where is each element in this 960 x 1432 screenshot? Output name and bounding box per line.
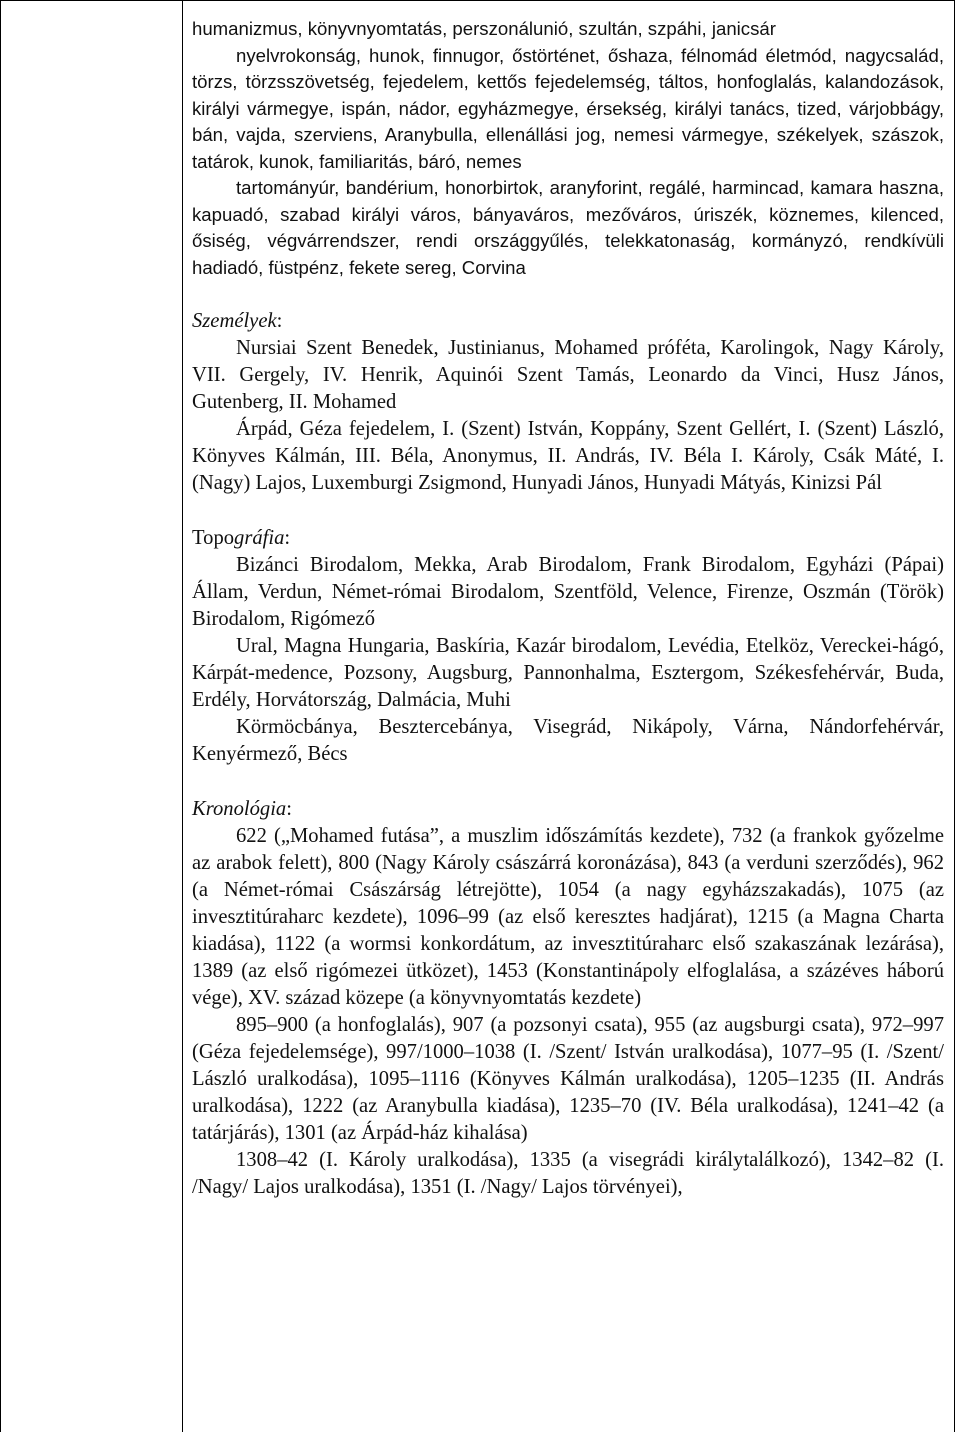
table-column-divider (182, 0, 183, 1432)
topography-heading-plain: Topo (192, 527, 235, 549)
document-content (192, 16, 944, 1201)
terms-paragraph-1: humanizmus, könyvnyomtatás, perszonálunió, szultán, szpáhi, janicsár (192, 18, 776, 39)
chronology-heading-text: Kronológia (192, 798, 287, 820)
chronology-section (192, 796, 944, 1201)
persons-heading (192, 308, 944, 335)
table-top-border (0, 0, 955, 1)
topography-heading-colon: : (284, 527, 291, 549)
topography-paragraph-1: Bizánci Birodalom, Mekka, Arab Birodalom, Frank Birodalom, Egyházi (Pápai) Állam, Verdun, Német-római Birodalom, Szentföld, Velence, Firenze, Oszmán (Török) Birodalom, Rigómező (192, 554, 944, 630)
topography-paragraph-3: Körmöcbánya, Besztercebánya, Visegrád, Nikápoly, Várna, Nándorfehérvár, Kenyérmező, Bécs (192, 716, 944, 765)
topography-paragraph-2: Ural, Magna Hungaria, Baskíria, Kazár birodalom, Levédia, Etelköz, Vereckei-hágó, Kárpát-medence, Pozsony, Augsburg, Pannonhalma, Esztergom, Székesfehérvár, Buda, Erdély, Horvátország, Dalmácia, Muhi (192, 635, 944, 711)
chronology-heading (192, 796, 944, 823)
persons-heading-text: Személyek (192, 310, 277, 332)
chronology-paragraph-2: 895–900 (a honfoglalás), 907 (a pozsonyi csata), 955 (az augsburgi csata), 972–997 (Géza fejedelemsége), 997/1000–1038 (I. /Szent/ István uralkodása), 1077–95 (I. /Szent/ László uralkodása), 1095–1116 (Könyves Kálmán uralkodása), 1205–1235 (II. András uralkodása), 1222 (az Aranybulla kiadása), 1235–70 (IV. Béla uralkodása), 1241–42 (a tatárjárás), 1301 (az Árpád-ház kihalása) (192, 1014, 944, 1144)
topography-heading-italic: gráfia (234, 527, 285, 549)
persons-section (192, 308, 944, 497)
chronology-paragraph-3: 1308–42 (I. Károly uralkodása), 1335 (a visegrádi királytalálkozó), 1342–82 (I. /Nagy/ Lajos uralkodása), 1351 (I. /Nagy/ Lajos törvényei), (192, 1149, 944, 1198)
table-left-border (0, 0, 1, 1432)
chronology-heading-colon: : (286, 798, 292, 820)
terms-section (192, 16, 944, 281)
persons-paragraph-2: Árpád, Géza fejedelem, I. (Szent) István, Koppány, Szent Gellért, I. (Szent) László, Könyves Kálmán, III. Béla, Anonymus, II. András, IV. Béla I. Károly, Csák Máté, I. (Nagy) Lajos, Luxemburgi Zsigmond, Hunyadi János, Hunyadi Mátyás, Kinizsi Pál (192, 418, 944, 494)
chronology-paragraph-1: 622 („Mohamed futása”, a muszlim időszámítás kezdete), 732 (a frankok győzelme az arabok felett), 800 (Nagy Károly császárrá koronázása), 843 (a verduni szerződés), 962 (a Német-római Császárság létrejötte), 1054 (a nagy egyházszakadás), 1075 (az invesztitúraharc kezdete), 1096–99 (az első keresztes hadjárat), 1215 (a Magna Charta kiadása), 1122 (a wormsi konkordátum, az invesztitúraharc első szakaszának lezárása), 1389 (az első rigómezei ütközet), 1453 (Konstantinápoly elfoglalása, a százéves háború vége), XV. század közepe (a könyvnyomtatás kezdete) (192, 825, 944, 1009)
persons-paragraph-1: Nursiai Szent Benedek, Justinianus, Mohamed próféta, Karolingok, Nagy Károly, VII. Gergely, IV. Henrik, Aquinói Szent Tamás, Leonardo da Vinci, Husz János, Gutenberg, II. Mohamed (192, 337, 944, 413)
table-right-border (954, 0, 955, 1432)
persons-heading-colon: : (276, 310, 283, 332)
terms-paragraph-3: tartományúr, bandérium, honorbirtok, aranyforint, regálé, harmincad, kamara haszna, kapuadó, szabad királyi város, bányaváros, mezőváros, úriszék, köznemes, kilenced, ősiség, végvárrendszer, rendi országgyűlés, telekkatonaság, kormányzó, rendkívüli hadiadó, füstpénz, fekete sereg, Corvina (192, 177, 944, 278)
terms-paragraph-2: nyelvrokonság, hunok, finnugor, őstörténet, őshaza, félnomád életmód, nagycsalád, törzs, törzsszövetség, fejedelem, kettős fejedelemség, táltos, honfoglalás, kalandozások, királyi vármegye, ispán, nádor, egyházmegye, érsekség, királyi tanács, tized, várjobbágy, bán, vajda, szerviens, Aranybulla, ellenállási jog, nemesi vármegye, székelyek, szászok, tatárok, kunok, familiaritás, báró, nemes (192, 44, 944, 172)
topography-section (192, 525, 944, 768)
topography-heading (192, 525, 944, 552)
